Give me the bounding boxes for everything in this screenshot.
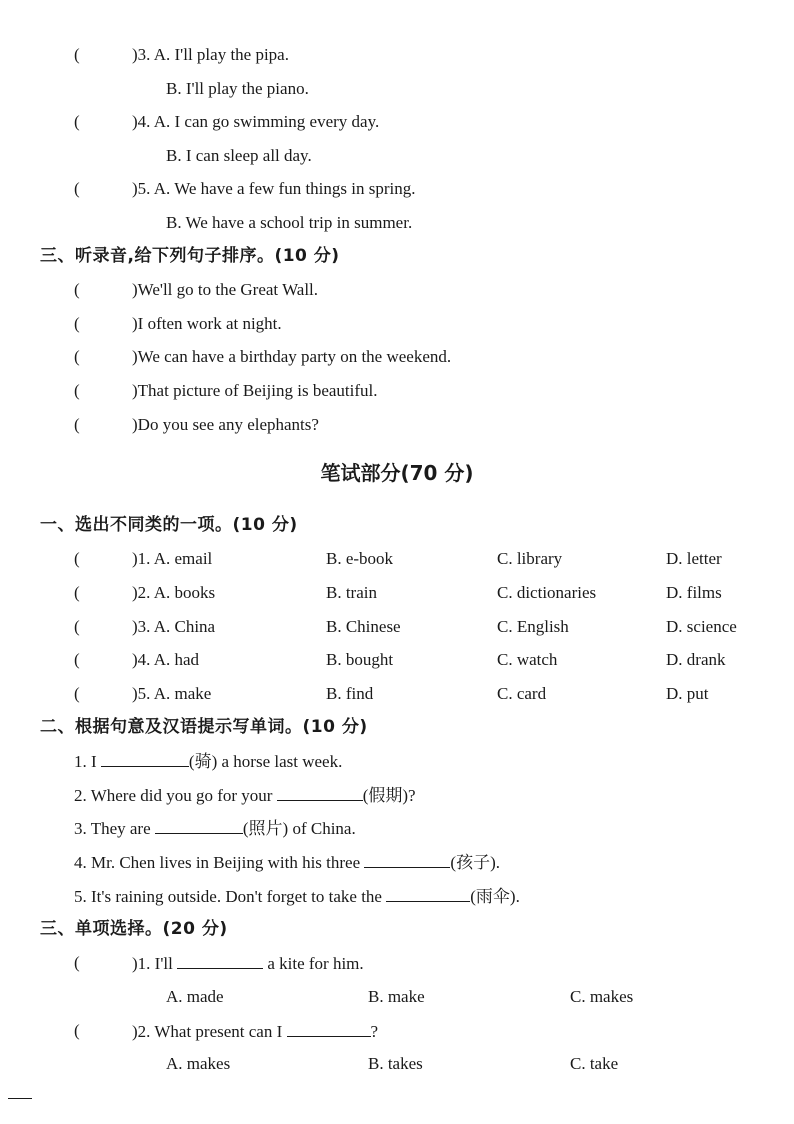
stem-suffix: a kite for him. [263,954,364,973]
answer-blank[interactable] [287,1020,371,1037]
answer-paren[interactable]: ( [74,45,80,64]
choice-a: )2. A. books [132,583,216,602]
fill-in-suffix: a horse last week. [217,752,343,771]
ordering-item: )Do you see any elephants? [132,415,319,434]
answer-blank[interactable] [277,784,363,801]
choice-b: B. find [326,684,374,703]
answer-paren[interactable]: ( [74,549,80,568]
question-option-a: )4. A. I can go swimming every day. [132,112,380,131]
chinese-hint: (照片) [242,819,289,838]
choice-d: D. films [666,583,722,602]
ordering-item: )We'll go to the Great Wall. [132,280,319,299]
choice-question-stem [132,1020,378,1043]
answer-paren[interactable]: ( [74,953,80,972]
fill-in-suffix: ? [408,786,416,805]
page-edge-mark [8,1098,32,1099]
choice-c: C. library [497,549,563,568]
answer-blank[interactable] [155,817,243,834]
answer-paren[interactable]: ( [74,280,80,299]
choice-c: C. watch [497,650,558,669]
choice-b: B. e-book [326,549,394,568]
fill-in-item [74,817,356,840]
choice-b: B. Chinese [326,617,401,636]
answer-paren[interactable]: ( [74,112,80,131]
choice-c: C. makes [570,987,634,1006]
chinese-hint: (雨伞) [470,887,516,906]
choice-a: A. made [166,987,224,1006]
ordering-item: )I often work at night. [132,314,282,333]
choice-a: )5. A. make [132,684,212,703]
fill-in-prefix: 4. Mr. Chen lives in Beijing with his three [74,853,365,872]
answer-paren[interactable]: ( [74,415,80,434]
choice-question-stem [132,952,364,975]
choice-a: )1. A. email [132,549,213,568]
stem-prefix: )2. What present can I [132,1022,287,1041]
choice-b: B. make [368,987,425,1006]
choice-d: D. put [666,684,709,703]
fill-in-prefix: 1. I [74,752,101,771]
fill-in-suffix: of China. [288,819,356,838]
choice-b: B. bought [326,650,394,669]
fill-in-suffix: . [515,887,520,906]
question-option-b: B. We have a school trip in summer. [166,213,413,232]
ordering-item: )We can have a birthday party on the weekend. [132,347,452,366]
choice-d: D. science [666,617,737,636]
choice-a: A. makes [166,1054,231,1073]
chinese-hint: (孩子) [450,853,496,872]
fill-in-prefix: 2. Where did you go for your [74,786,277,805]
fill-in-suffix: . [495,853,500,872]
question-option-b: B. I can sleep all day. [166,146,312,165]
chinese-hint: (假期) [362,786,409,805]
choice-c: C. dictionaries [497,583,597,602]
fill-in-prefix: 5. It's raining outside. Don't forget to take the [74,887,387,906]
answer-paren[interactable]: ( [74,583,80,602]
written-part-title: 笔试部分(70 分) [320,461,474,485]
choice-c: C. card [497,684,547,703]
section-title: 三、单项选择。(20 分) [40,919,228,939]
stem-prefix: )1. I'll [132,954,178,973]
fill-in-prefix: 3. They are [74,819,155,838]
answer-blank[interactable] [177,952,263,969]
question-option-a: )3. A. I'll play the pipa. [132,45,289,64]
question-option-a: )5. A. We have a few fun things in spring. [132,179,416,198]
choice-b: B. takes [368,1054,423,1073]
answer-paren[interactable]: ( [74,1021,80,1040]
answer-blank[interactable] [101,750,189,767]
section-title: 三、听录音,给下列句子排序。(10 分) [40,246,340,266]
ordering-item: )That picture of Beijing is beautiful. [132,381,378,400]
fill-in-item [74,885,520,908]
chinese-hint: (骑) [188,752,218,771]
answer-paren[interactable]: ( [74,381,80,400]
choice-c: C. English [497,617,569,636]
fill-in-item [74,750,342,773]
answer-paren[interactable]: ( [74,617,80,636]
answer-paren[interactable]: ( [74,314,80,333]
section-title: 一、选出不同类的一项。(10 分) [40,515,298,535]
answer-blank[interactable] [386,885,470,902]
choice-d: D. letter [666,549,722,568]
fill-in-item [74,784,416,807]
choice-a: )3. A. China [132,617,216,636]
choice-d: D. drank [666,650,726,669]
choice-b: B. train [326,583,377,602]
answer-blank[interactable] [364,851,450,868]
section-title: 二、根据句意及汉语提示写单词。(10 分) [40,717,368,737]
answer-paren[interactable]: ( [74,650,80,669]
question-option-b: B. I'll play the piano. [166,79,309,98]
choice-c: C. take [570,1054,619,1073]
answer-paren[interactable]: ( [74,347,80,366]
fill-in-item [74,851,500,874]
answer-paren[interactable]: ( [74,684,80,703]
answer-paren[interactable]: ( [74,179,80,198]
stem-suffix: ? [370,1022,379,1041]
choice-a: )4. A. had [132,650,200,669]
